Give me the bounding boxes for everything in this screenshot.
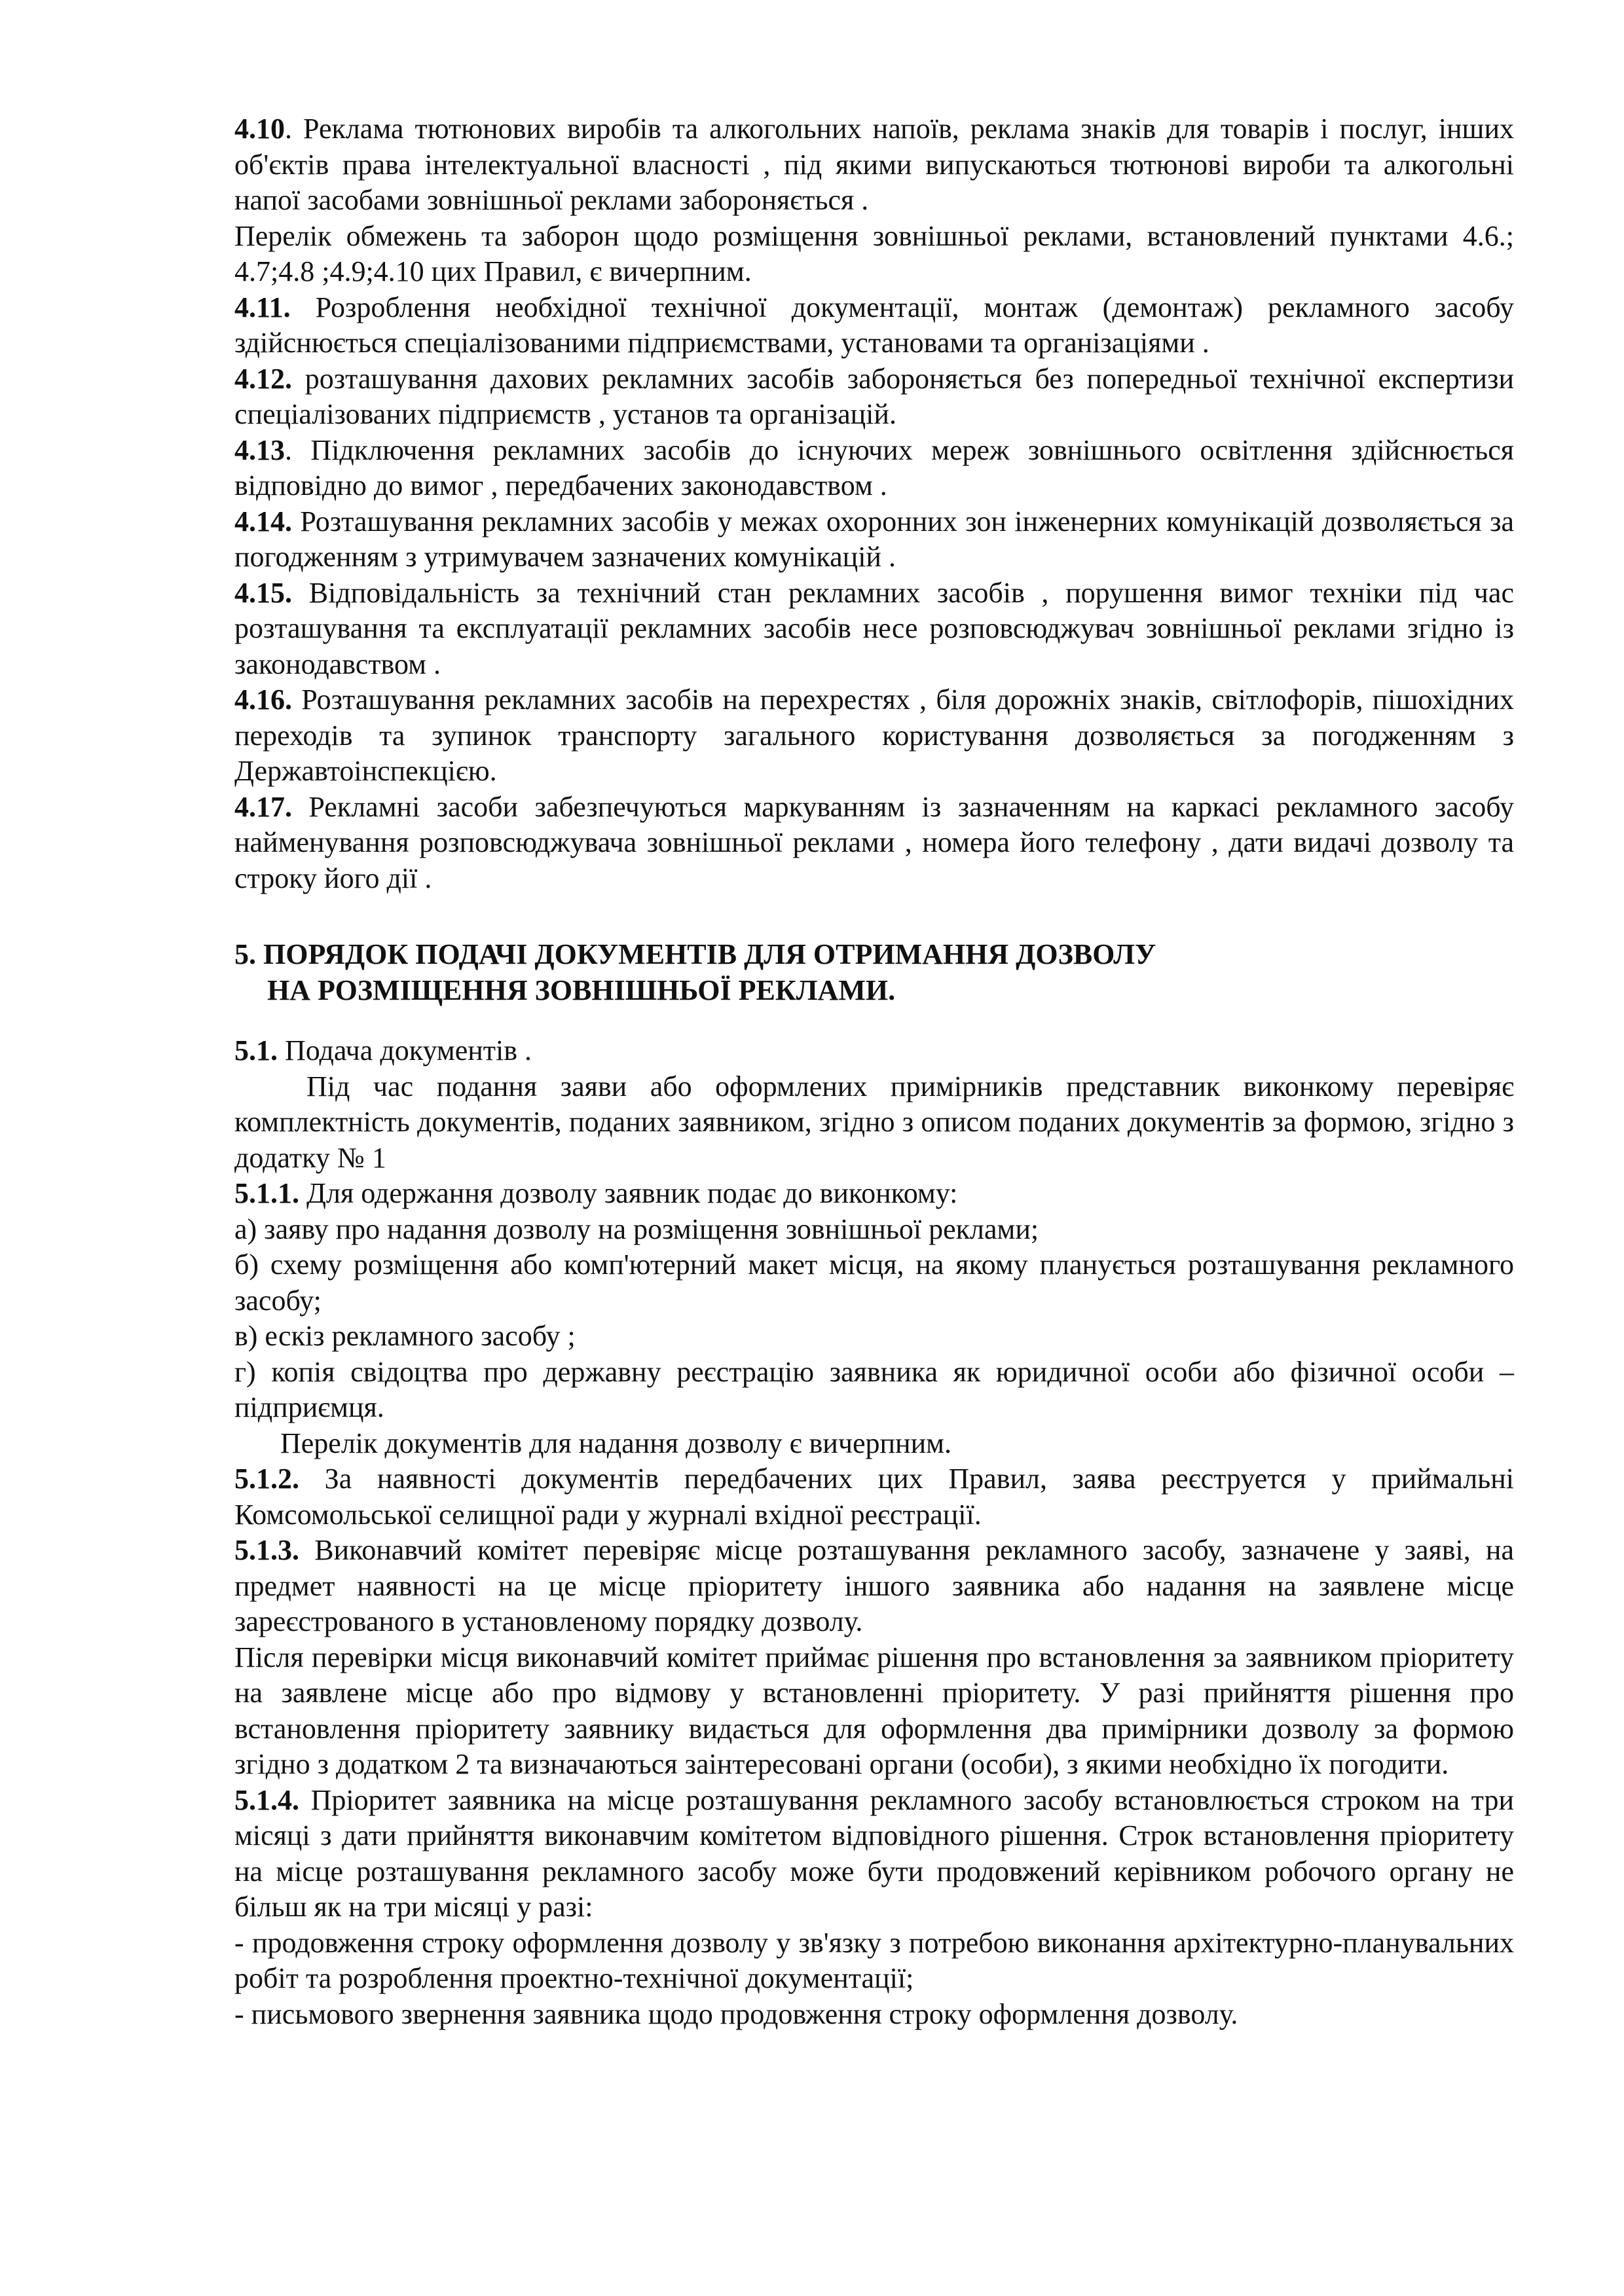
list-item-v: в) ескіз рекламного засобу ; xyxy=(234,1320,576,1352)
list-item-a: а) заяву про надання дозволу на розміщення зовнішньої реклами; xyxy=(234,1212,1039,1245)
dash-item-1: - продовження строку оформлення дозволу у зв'язку з потребою виконання архітектурно-планувальних робіт та розроблення проектно-технічної документації; xyxy=(234,1926,1514,1994)
clause-number: 5.1.2. xyxy=(234,1463,299,1495)
section-heading-line-2-wrap xyxy=(234,973,1514,1009)
section-heading-line-1: 5. ПОРЯДОК ПОДАЧІ ДОКУМЕНТІВ ДЛЯ ОТРИМАННЯ ДОЗВОЛУ xyxy=(234,938,1156,970)
clause-number: 4.11. xyxy=(234,291,291,323)
clause-number: 5.1. xyxy=(234,1034,278,1066)
paragraph-5-1 xyxy=(234,1033,1514,1069)
paragraph-4-11 xyxy=(234,290,1514,361)
clause-number: 5.1.1. xyxy=(234,1177,299,1209)
clause-number: 5.1.4. xyxy=(234,1783,299,1816)
clause-number: 4.17. xyxy=(234,790,292,823)
section-5-heading xyxy=(234,937,1514,1008)
clause-text: Для одержання дозволу заявник подає до виконкому: xyxy=(299,1177,958,1209)
paragraph-5-1-body: Під час подання заяви або оформлених примірників представник виконкому перевіряє комплектність документів, поданих заявником, згідно з описом поданих документів за формою, згідно з додатку № 1 xyxy=(234,1070,1514,1174)
clause-number: 4.16. xyxy=(234,683,292,716)
clause-number: 4.10 xyxy=(234,113,285,145)
clause-number: 4.12. xyxy=(234,362,292,395)
clause-text: Розроблення необхідної технічної документації, монтаж (демонтаж) рекламного засобу здійснюється спеціалізованими підприємствами, установами та організаціями . xyxy=(234,291,1514,359)
clause-text: . Реклама тютюнових виробів та алкогольних напоїв, реклама знаків для товарів і послуг, інших об'єктів права інтелектуальної власності , під якими випускаються тютюнові вироби та алкогольні напої засобами зовнішньої реклами забороняється . xyxy=(234,113,1514,216)
clause-text: Розташування рекламних засобів у межах охоронних зон інженерних комунікацій дозволяється за погодженням з утримувачем зазначених комунікацій . xyxy=(234,505,1514,573)
document-page xyxy=(234,111,1514,2032)
clause-number: 4.15. xyxy=(234,576,292,609)
list-item-g: г) копія свідоцтва про державну реєстрацію заявника як юридичної особи або фізичної особи – підприємця. xyxy=(234,1355,1514,1423)
clause-number: 4.13 xyxy=(234,433,285,466)
list-item-b: б) схему розміщення або комп'ютерний макет місця, на якому планується розташування рекламного засобу; xyxy=(234,1248,1514,1317)
clause-text: Відповідальність за технічний стан рекламних засобів , порушення вимог техніки під час розташування та експлуатації рекламних засобів несе розповсюджувач зовнішньої реклами згідно із законодавством . xyxy=(234,576,1514,680)
paragraph-4-10 xyxy=(234,111,1514,219)
paragraph-5-1-1 xyxy=(234,1176,1514,1212)
clause-text: За наявності документів передбачених цих Правил, заява реєструется у приймальні Комсомольської селищної ради у журналі вхідної реєстрації. xyxy=(234,1463,1514,1531)
paragraph-5-1-3 xyxy=(234,1533,1514,1640)
clause-text: Розташування рекламних засобів на перехрестях , біля дорожніх знаків, світлофорів, пішохідних переходів та зупинок транспорту загального користування дозволяється за погодженням з Державтоінспекцією. xyxy=(234,683,1514,787)
paragraph-4-12 xyxy=(234,361,1514,433)
paragraph-4-17 xyxy=(234,790,1514,897)
paragraph-restrictions-exhaustive: Перелік обмежень та заборон щодо розміщення зовнішньої реклами, встановлений пунктами 4.6.; 4.7;4.8 ;4.9;4.10 цих Правил, є вичерпним. xyxy=(234,219,1514,287)
paragraph-after-check: Після перевірки місця виконавчий комітет приймає рішення про встановлення за заявником пріоритету на заявлене місце або про відмову у встановленні пріоритету. У разі прийняття рішення про встановлення пріоритету заявнику видається для оформлення два примірники дозволу за формою згідно з додатком 2 та визначаються заінтересовані органи (особи), з якими необхідно їх погодити. xyxy=(234,1641,1514,1780)
paragraph-5-1-4 xyxy=(234,1783,1514,1925)
clause-number: 5.1.3. xyxy=(234,1534,299,1566)
paragraph-documents-exhaustive: Перелік документів для надання дозволу є вичерпним. xyxy=(280,1427,951,1459)
clause-text: . Підключення рекламних засобів до існуючих мереж зовнішнього освітлення здійснюється відповідно до вимог , передбачених законодавством . xyxy=(234,433,1514,501)
clause-text: Подача документів . xyxy=(278,1034,532,1066)
paragraph-4-16 xyxy=(234,682,1514,790)
paragraph-5-1-2 xyxy=(234,1461,1514,1533)
dash-item-2: - письмового звернення заявника щодо продовження строку оформлення дозволу. xyxy=(234,1997,1238,2030)
clause-number: 4.14. xyxy=(234,505,292,538)
clause-text: Пріоритет заявника на місце розташування рекламного засобу встановлюється строком на три місяці з дати прийняття виконавчим комітетом відповідного рішення. Строк встановлення пріоритету на місце розташування рекламного засобу може бути продовжений керівником робочого органу не більш як на три місяці у разі: xyxy=(234,1783,1514,1923)
clause-text: Рекламні засоби забезпечуються маркуванням із зазначенням на каркасі рекламного засобу найменування розповсюджувача зовнішньої реклами , номера його телефону , дати видачі дозволу та строку його дії . xyxy=(234,790,1514,894)
paragraph-4-15 xyxy=(234,575,1514,683)
section-heading-line-2: НА РОЗМІЩЕННЯ ЗОВНІШНЬОЇ РЕКЛАМИ. xyxy=(267,974,896,1006)
clause-text: розташування дахових рекламних засобів забороняється без попередньої технічної експертизи спеціалізованих підприємств , установ та організацій. xyxy=(234,362,1514,430)
paragraph-4-14 xyxy=(234,504,1514,575)
clause-text: Виконавчий комітет перевіряє місце розташування рекламного засобу, зазначене у заяві, на предмет наявності на це місце пріоритету іншого заявника або надання на заявлене місце зареєстрованого в установленому порядку дозволу. xyxy=(234,1534,1514,1637)
paragraph-4-13 xyxy=(234,433,1514,504)
